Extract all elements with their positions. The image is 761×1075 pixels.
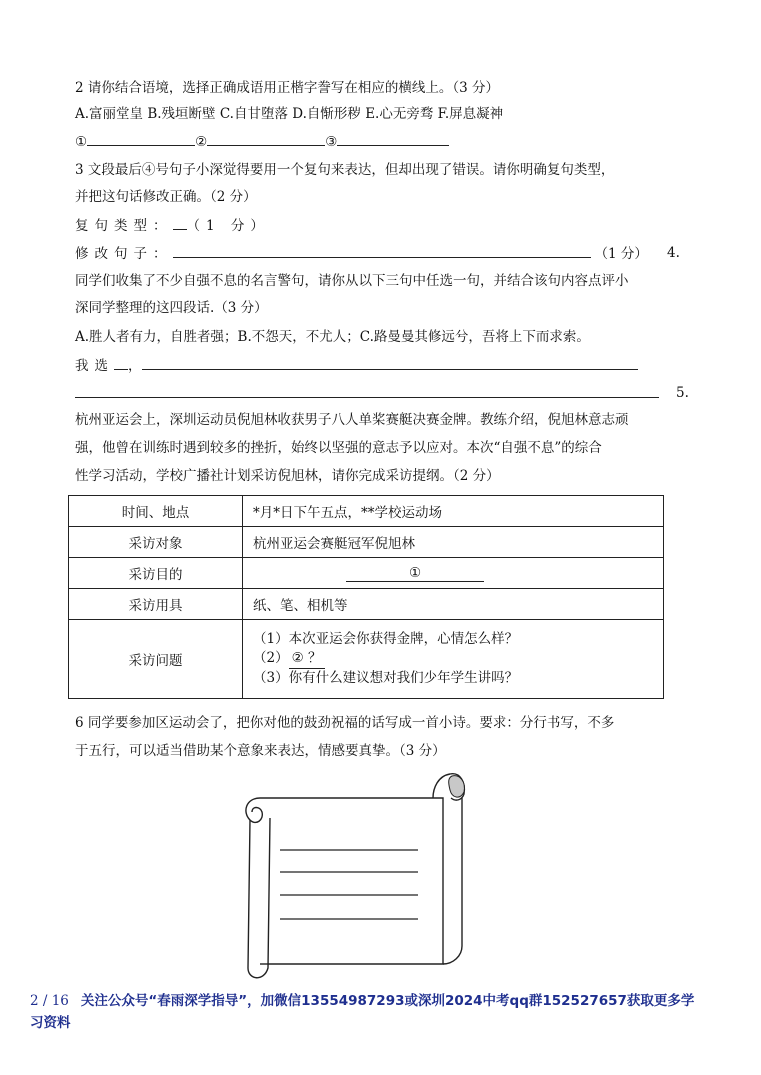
question-3: （3）你有什么建议想对我们少年学生讲吗？ [253, 670, 519, 686]
q3-revise-label: 修改句子： [75, 246, 173, 262]
tools-label: 采访用具 [69, 589, 243, 620]
questions-cell [243, 620, 664, 699]
scroll-left-roll [248, 818, 270, 978]
tools-value: 纸、笔、相机等 [243, 589, 664, 620]
question-2 [253, 649, 663, 669]
q3-type-row [75, 215, 270, 236]
q3-stem-line2: 并把这句话修改正确。（2 分） [75, 189, 257, 205]
question-1: （1）本次亚运会你获得金牌，心情怎么样？ [253, 631, 519, 647]
question-2-prefix: （2） [253, 650, 289, 666]
q5-stem-line1: 杭州亚运会上，深圳运动员倪旭林收获男子八人单桨赛艇决赛金牌。教练介绍，倪旭林意志顽 [75, 412, 629, 428]
q3-stem-line1: 3 文段最后④号句子小深觉得要用一个复句来表达，但却出现了错误。请你明确复句类型， [75, 162, 615, 178]
questions-label: 采访问题 [69, 620, 243, 699]
footer-text-2: 习资料 [30, 1015, 71, 1031]
purpose-cell [243, 558, 664, 589]
q5-number: 5. [676, 385, 689, 401]
target-label: 采访对象 [69, 527, 243, 558]
page-number: 2 / 16 [30, 993, 69, 1009]
time-value: *月*日下午五点，**学校运动场 [243, 496, 664, 527]
q4-comment-blank-1[interactable] [142, 355, 638, 370]
q3-type-label: 复句类型： [75, 218, 173, 234]
target-value: 杭州亚运会赛艇冠军倪旭林 [243, 527, 664, 558]
q2-blank-1[interactable] [87, 131, 195, 146]
q4-options: A.胜人者有力，自胜者强；B.不怨天，不尤人；C.路曼曼其修远兮，吾将上下而求索。 [75, 329, 590, 345]
question-2-mark: ？ [308, 650, 322, 666]
table-row [69, 496, 664, 527]
interview-plan-table [68, 495, 664, 699]
q4-choose-blank[interactable] [114, 355, 128, 370]
q6-stem-line2: 于五行，可以适当借助某个意象来表达，情感要真挚。（3 分） [75, 743, 446, 759]
question-2-slot: ② [291, 650, 304, 666]
q5-stem-line3: 性学习活动，学校广播社计划采访倪旭林，请你完成采访提纲。（2 分） [75, 468, 500, 484]
footer-text-1: 关注公众号“春雨深学指导”，加微信13554987293或深圳2024中考qq群152527657获取更多学 [80, 993, 695, 1009]
table-row [69, 620, 664, 699]
q5-stem-line2: 强，他曾在训练时遇到较多的挫折，始终以坚强的意志予以应对。本次“自强不息”的综合 [75, 440, 602, 456]
scroll-illustration [238, 768, 470, 986]
q4-choose-sep: ， [128, 358, 142, 374]
time-label: 时间、地点 [69, 496, 243, 527]
q2-blank-3[interactable] [337, 131, 449, 146]
q3-type-blank[interactable] [173, 215, 187, 230]
scroll-sheet [260, 798, 443, 964]
q2-blank-2[interactable] [207, 131, 325, 146]
q6-stem-line1: 6 同学要参加区运动会了，把你对他的鼓劲祝福的话写成一首小诗。要求：分行书写，不多 [75, 715, 615, 731]
q2-slot-3-label: ③ [325, 134, 338, 150]
q3-revise-score: （1 分） [594, 246, 648, 262]
purpose-label: 采访目的 [69, 558, 243, 589]
q3-revise-blank[interactable] [173, 243, 591, 258]
q2-stem: 2 请你结合语境，选择正确成语用正楷字誊写在相应的横线上。（3 分） [75, 80, 500, 96]
q4-number: 4. [667, 245, 680, 261]
purpose-slot: ① [408, 564, 422, 581]
q4-comment-blank-2[interactable] [75, 383, 659, 398]
q2-answer-row [75, 131, 449, 152]
q4-stem-line2: 深同学整理的这四段话.（3 分） [75, 300, 268, 316]
q4-choose-row [75, 355, 638, 376]
footer-line-1 [30, 990, 730, 1012]
scroll-left-curl [246, 798, 262, 822]
purpose-blank[interactable] [346, 565, 484, 582]
q4-continue-row [75, 383, 659, 404]
table-row [69, 558, 664, 589]
q4-choose-label: 我选 [75, 358, 114, 374]
q3-type-score: （1 分） [186, 218, 270, 234]
q3-revise-row [75, 243, 648, 264]
table-row [69, 527, 664, 558]
question-2-blank[interactable] [289, 649, 325, 669]
q4-stem-line1: 同学们收集了不少自强不息的名言警句，请你从以下三句中任选一句，并结合该句内容点评小 [75, 273, 629, 289]
q2-slot-1-label: ① [75, 134, 88, 150]
table-row [69, 589, 664, 620]
scroll-right-edge [443, 798, 462, 964]
q2-options: A.富丽堂皇 B.残垣断壁 C.自甘堕落 D.自惭形秽 E.心无旁骛 F.屏息凝神 [75, 106, 504, 122]
page-footer [30, 990, 730, 1034]
q2-slot-2-label: ② [195, 134, 208, 150]
